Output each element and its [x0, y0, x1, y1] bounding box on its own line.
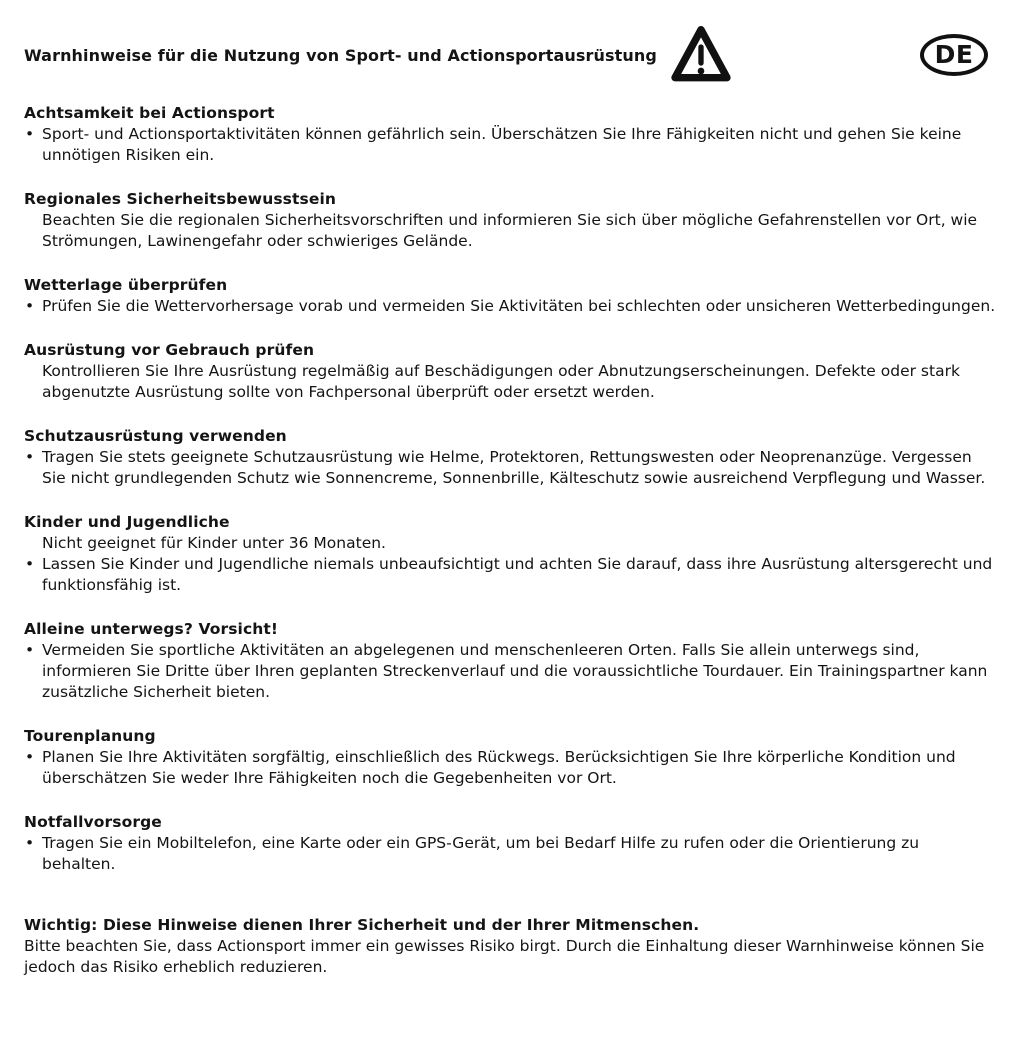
section-items: [24, 296, 1006, 317]
warning-sections: [24, 103, 1006, 875]
item-text: Beachten Sie die regionalen Sicherheitsvorschriften und informieren Sie sich über mögliche Gefahrenstellen vor Ort, wie Strömungen, Lawinengefahr oder schwieriges Gelände.: [42, 211, 978, 250]
item-text: Lassen Sie Kinder und Jugendliche niemals unbeaufsichtigt und achten Sie darauf, dass ihre Ausrüstung altersgerecht und funktionsfähig ist.: [42, 555, 993, 594]
section-heading: Wetterlage überprüfen: [24, 276, 228, 294]
warning-section: [24, 726, 1006, 789]
section-heading: Schutzausrüstung verwenden: [24, 427, 287, 445]
section-heading: Regionales Sicherheitsbewusstsein: [24, 190, 337, 208]
footer-heading: Wichtig: Diese Hinweise dienen Ihrer Sicherheit und der Ihrer Mitmenschen.: [24, 916, 700, 934]
section-heading: Ausrüstung vor Gebrauch prüfen: [24, 341, 315, 359]
section-heading: Kinder und Jugendliche: [24, 513, 230, 531]
item-text: Planen Sie Ihre Aktivitäten sorgfältig, einschließlich des Rückwegs. Berücksichtigen Sie Ihre körperliche Kondition und überschätzen Sie weder Ihre Fähigkeiten noch die Gegebenheiten vor Ort.: [42, 748, 956, 787]
warning-section: [24, 619, 1006, 703]
language-badge: [920, 34, 988, 76]
item-text: Vermeiden Sie sportliche Aktivitäten an abgelegenen und menschenleeren Orten. Falls Sie allein unterwegs sind, informieren Sie Dritte über Ihren geplanten Streckenverlauf und die voraussichtliche Tourdauer. Ein Trainingspartner kann zusätzliche Sicherheit bieten.: [42, 641, 988, 701]
section-item: [24, 210, 996, 252]
page-title: Warnhinweise für die Nutzung von Sport- und Actionsportausrüstung: [24, 45, 657, 65]
section-items: [24, 361, 1006, 403]
item-text: Prüfen Sie die Wettervorhersage vorab und vermeiden Sie Aktivitäten bei schlechten oder unsicheren Wetterbedingungen.: [42, 297, 996, 315]
item-text: Tragen Sie stets geeignete Schutzausrüstung wie Helme, Protektoren, Rettungswesten oder Neoprenanzüge. Vergessen Sie nicht grundlegenden Schutz wie Sonnencreme, Sonnenbrille, Kälteschutz sowie ausreichend Verpflegung und Wasser.: [42, 448, 986, 487]
section-items: [24, 447, 1006, 489]
section-heading: Tourenplanung: [24, 727, 156, 745]
section-items: [24, 747, 1006, 789]
section-item: [24, 124, 996, 166]
warning-section: [24, 340, 1006, 403]
section-item: [24, 361, 996, 403]
warning-section: [24, 189, 1006, 252]
language-badge-label: DE: [934, 39, 974, 69]
warning-section: [24, 512, 1006, 596]
item-text: Sport- und Actionsportaktivitäten können gefährlich sein. Überschätzen Sie Ihre Fähigkeiten nicht und gehen Sie keine unnötigen Risiken ein.: [42, 125, 962, 164]
section-items: [24, 210, 1006, 252]
section-items: [24, 640, 1006, 703]
item-text: Kontrollieren Sie Ihre Ausrüstung regelmäßig auf Beschädigungen oder Abnutzungserscheinungen. Defekte oder stark abgenutzte Ausrüstung sollte von Fachpersonal überprüft oder ersetzt werden.: [42, 362, 960, 401]
item-text: Tragen Sie ein Mobiltelefon, eine Karte oder ein GPS-Gerät, um bei Bedarf Hilfe zu rufen oder die Orientierung zu behalten.: [42, 834, 920, 873]
footer-text: Bitte beachten Sie, dass Actionsport immer ein gewisses Risiko birgt. Durch die Einhaltung dieser Warnhinweise können Sie jedoch das Risiko erheblich reduzieren.: [24, 937, 985, 976]
warning-triangle-icon: [667, 23, 735, 87]
section-heading: Alleine unterwegs? Vorsicht!: [24, 620, 279, 638]
item-text: Nicht geeignet für Kinder unter 36 Monaten.: [42, 534, 386, 552]
section-item: [24, 833, 996, 875]
warning-section: [24, 426, 1006, 489]
document-footer: [24, 915, 1006, 978]
section-item: [24, 533, 996, 554]
section-items: [24, 533, 1006, 596]
section-heading: Achtsamkeit bei Actionsport: [24, 104, 275, 122]
warning-section: [24, 275, 1006, 317]
document-header: [24, 23, 1006, 87]
section-item: [24, 296, 996, 317]
section-heading: Notfallvorsorge: [24, 813, 162, 831]
section-item: [24, 747, 996, 789]
warning-section: [24, 103, 1006, 166]
document-page: [0, 23, 1030, 1052]
section-items: [24, 833, 1006, 875]
section-items: [24, 124, 1006, 166]
warning-section: [24, 812, 1006, 875]
section-item: [24, 447, 996, 489]
section-item: [24, 640, 996, 703]
section-item: [24, 554, 996, 596]
